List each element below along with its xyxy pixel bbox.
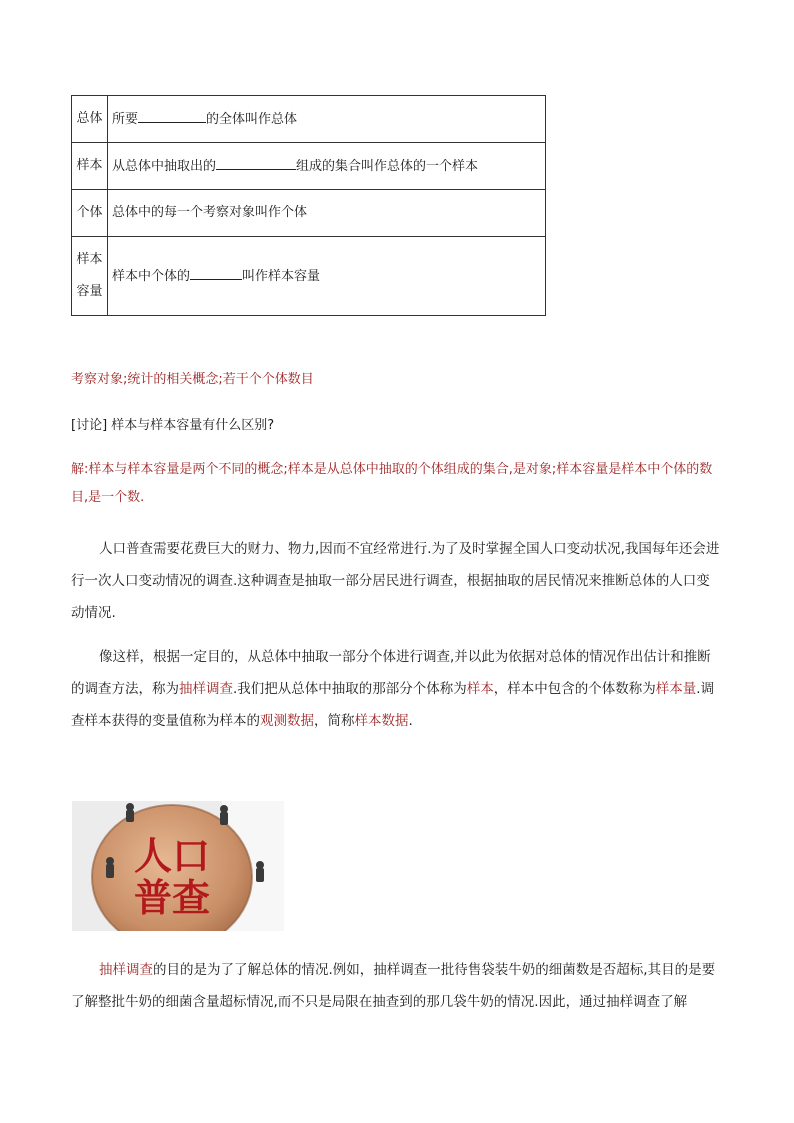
definition-cell: 总体中的每一个考察对象叫作个体 xyxy=(108,190,546,237)
term-sampling-survey: 抽样调查 xyxy=(179,681,233,697)
term-cell: 样本 xyxy=(72,143,108,190)
definition-cell: 样本中个体的 叫作样本容量 xyxy=(108,237,546,316)
term-cell: 个体 xyxy=(72,190,108,237)
definition-cell: 所要 的全体叫作总体 xyxy=(108,96,546,143)
census-photo xyxy=(72,801,284,931)
table-row xyxy=(72,143,546,190)
term-observed-data: 观测数据 xyxy=(260,713,314,729)
discussion-question: [讨论] 样本与样本容量有什么区别? xyxy=(71,418,275,433)
census-illustration xyxy=(72,801,284,931)
census-word-line1: 人口 xyxy=(133,834,211,878)
fill-blank xyxy=(138,108,206,123)
term-sample: 样本 xyxy=(466,681,494,697)
paragraph-sampling-purpose: 抽样调查的目的是为了了解总体的情况.例如，抽样调查一批待售袋装牛奶的细菌数是否超标,其目的是要了解整批牛奶的细菌含量超标情况,而不只是局限在抽查到的那几袋牛奶的情况.因此，通过抽样调查了解 xyxy=(71,962,716,1010)
paragraph-sampling-definition: 像这样，根据一定目的，从总体中抽取一部分个体进行调查,并以此为依据对总体的情况作出估计和推断的调查方法，称为抽样调查.我们把从总体中抽取的那部分个体称为样本，样本中包含的个体数称为样本量.调查样本获得的变量值称为样本的观测数据，简称样本数据. xyxy=(71,649,715,729)
answer-line: 考察对象;统计的相关概念;若干个个体数目 xyxy=(71,372,314,387)
table-row xyxy=(72,237,546,316)
definitions-table xyxy=(71,95,546,316)
term-cell: 总体 xyxy=(72,96,108,143)
term-sample-data: 样本数据 xyxy=(354,713,409,729)
census-word-line2: 普查 xyxy=(133,876,211,920)
table-row xyxy=(72,190,546,237)
term-sample-size: 样本量 xyxy=(655,681,697,697)
fill-blank xyxy=(216,155,296,170)
paragraph-census: 人口普查需要花费巨大的财力、物力,因而不宜经常进行.为了及时掌握全国人口变动状况,我国每年还会进行一次人口变动情况的调查.这种调查是抽取一部分居民进行调查，根据抽取的居民情况来推断总体的人口变动情况. xyxy=(71,541,720,621)
solution-text: 解:样本与样本容量是两个不同的概念;样本是从总体中抽取的个体组成的集合,是对象;样本容量是样本中个体的数目,是一个数. xyxy=(71,462,713,505)
term-cell: 样本 容量 xyxy=(72,237,108,316)
fill-blank xyxy=(190,265,242,280)
definition-cell: 从总体中抽取出的 组成的集合叫作总体的一个样本 xyxy=(108,143,546,190)
table-row xyxy=(72,96,546,143)
term-sampling-survey-2: 抽样调查 xyxy=(99,962,153,978)
